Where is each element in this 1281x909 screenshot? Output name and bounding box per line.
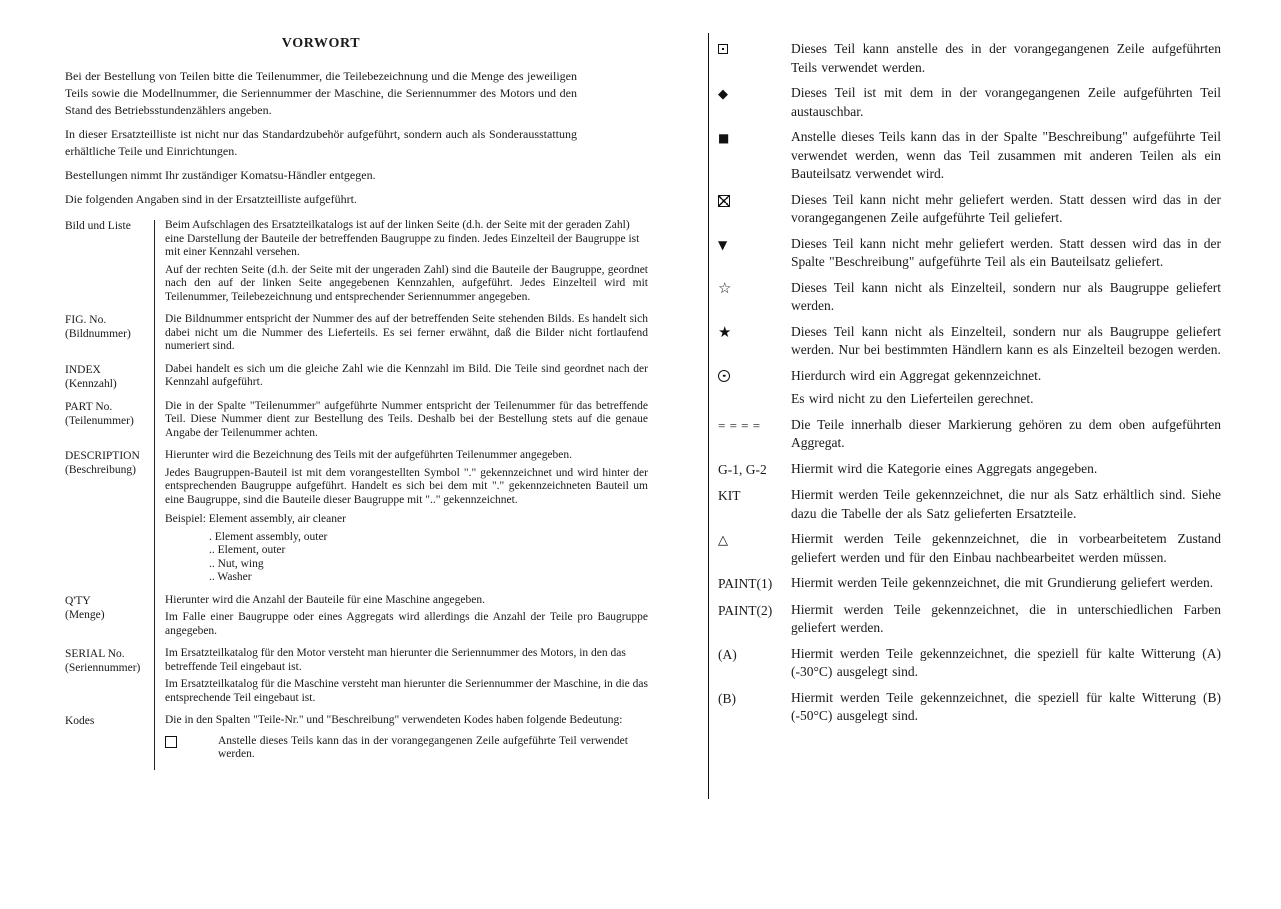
filled-star-icon: ★ xyxy=(718,322,732,341)
intro-section xyxy=(65,68,650,208)
glossary-definition: Im Ersatzteilkatalog für den Motor versteht man hierunter die Seriennummer des Motors, in den das betreffende Teil eingebaut ist. Im Ersatzteilkatalog für die Maschine versteht man hierunter die Seriennummer der Maschine, in die das entsprechende Teil eingebaut ist. xyxy=(165,647,648,704)
legend-entry xyxy=(709,367,1222,409)
glossary-term: INDEX (Kennzahl) xyxy=(65,363,117,390)
legend-text: Hiermit werden Teile gekennzeichnet, die speziell für kalte Witterung (B) (-50°C) ausgelegt sind. xyxy=(791,689,1221,723)
page-title: VORWORT xyxy=(281,36,361,51)
glossary-term: SERIAL No. (Seriennummer) xyxy=(65,648,141,674)
boxed-x-icon xyxy=(718,195,730,207)
legend-entry xyxy=(709,279,1222,316)
legend-entry xyxy=(709,645,1222,682)
legend-code-label: PAINT(1) xyxy=(718,576,773,591)
legend-entry xyxy=(709,40,1222,77)
glossary-row xyxy=(65,714,648,771)
legend-symbol xyxy=(709,40,791,77)
code-text: Anstelle dieses Teils kann das in der vorangegangenen Zeile aufgeführte Teil verwendet werden. xyxy=(218,734,628,760)
left-column xyxy=(65,36,650,771)
legend-entry xyxy=(709,191,1222,228)
legend-symbol xyxy=(709,235,791,272)
example-item: .. Washer xyxy=(209,571,252,583)
legend-symbol xyxy=(709,128,791,184)
legend-code-label: (B) xyxy=(718,690,736,706)
glossary-row xyxy=(65,219,648,313)
intro-paragraph: In dieser Ersatzteilliste ist nicht nur das Standardzubehör aufgeführt, sondern auch als Sonderausstattung erhältliche Teile und Einrichtungen. xyxy=(65,127,577,158)
glossary-definition: Die Bildnummer entspricht der Nummer des auf der betreffenden Seite stehenden Bilds. Es handelt sich dabei nicht um die Nummer des Lieferteils. Es sei ferner erwähnt, daß die Bilder nicht fortlaufend numeriert sind. xyxy=(165,313,648,352)
legend-symbol xyxy=(709,84,791,121)
glossary-row xyxy=(65,449,648,594)
legend-entry xyxy=(709,601,1222,638)
example-lead: Beispiel: Element assembly, air cleaner xyxy=(165,513,346,525)
legend-text: Dieses Teil kann nicht mehr geliefert werden. Statt dessen wird das in der Spalte "Beschreibung" aufgeführte Teil als ein Bauteilsatz geliefert. xyxy=(791,235,1221,269)
glossary-row xyxy=(65,647,648,714)
glossary-definition: Dabei handelt es sich um die gleiche Zahl wie die Kennzahl im Bild. Die Teile sind geordnet nach der Kennzahl aufgeführt. xyxy=(165,362,648,388)
legend-entry xyxy=(709,574,1222,594)
glossary-row xyxy=(65,400,648,450)
legend-code-label: KIT xyxy=(718,488,741,503)
glossary-definition: Beim Aufschlagen des Ersatzteilkatalogs ist auf der linken Seite (d.h. der Seite mit der geraden Zahl) eine Darstellung der Bauteile der betreffenden Baugruppe zu finden. Jedes Einzelteil der Baugruppe ist mit einer Kennzahl versehen. Auf der rechten Seite (d.h. der Seite mit der ungeraden Zahl) sind die Bauteile der Baugruppe, geordnet nach den auf der linken Seite angegebenen Kennzahlen, aufgeführt. Jedes Einzelteil wird mit Teilenummer, Teilebezeichnung und entsprechender Seriennummer angegeben. xyxy=(165,219,648,303)
legend-text: Die Teile innerhalb dieser Markierung gehören zu dem oben aufgeführten Aggregat. xyxy=(791,416,1221,450)
filled-diamond-icon: ◆ xyxy=(718,87,728,102)
intro-paragraph: Die folgenden Angaben sind in der Ersatzteilliste aufgeführt. xyxy=(65,192,357,206)
legend-text: Hiermit wird die Kategorie eines Aggregats angegeben. xyxy=(791,460,1098,476)
intro-paragraph: Bei der Bestellung von Teilen bitte die Teilenummer, die Teilebezeichnung und die Menge des jeweiligen Teils sowie die Modellnummer, die Seriennummer der Maschine, die Seriennummer des Motors und den Stand des Betriebsstundenzählers angeben. xyxy=(65,69,577,117)
glossary-term: FIG. No. (Bildnummer) xyxy=(65,314,131,340)
glossary-term: DESCRIPTION (Beschreibung) xyxy=(65,450,140,476)
glossary-term: Bild und Liste xyxy=(65,220,131,232)
circled-dot-icon xyxy=(718,370,730,382)
legend-entry xyxy=(709,84,1222,121)
legend-text: Hiermit werden Teile gekennzeichnet, die mit Grundierung geliefert werden. xyxy=(791,575,1214,590)
example-item: .. Element, outer xyxy=(209,544,286,556)
open-triangle-icon: △ xyxy=(718,533,728,548)
open-square-icon xyxy=(165,736,177,748)
legend-entry xyxy=(709,128,1222,184)
legend-entry xyxy=(709,235,1222,272)
legend-entry xyxy=(709,460,1222,480)
glossary-term: Kodes xyxy=(65,715,95,727)
code-definition xyxy=(165,735,648,762)
glossary-definition: Hierunter wird die Anzahl der Bauteile für eine Maschine angegeben. Im Falle einer Baugruppe oder eines Aggregats wird allerdings die Anzahl der Teile pro Baugruppe angegeben. xyxy=(165,593,648,637)
glossary-row xyxy=(65,363,648,400)
glossary-row xyxy=(65,594,648,648)
legend-entry xyxy=(709,416,1222,453)
legend-text: Hiermit werden Teile gekennzeichnet, die in unterschiedlichen Farben geliefert werden. xyxy=(791,601,1221,635)
legend-code-label: G-1, G-2 xyxy=(718,461,767,477)
filled-down-triangle-icon: ▼ xyxy=(718,237,728,252)
glossary-term: Q'TY (Menge) xyxy=(65,594,105,621)
legend-code-label: (A) xyxy=(718,646,737,662)
legend-entry xyxy=(709,530,1222,567)
legend-text: Dieses Teil kann anstelle des in der vorangegangenen Zeile aufgeführten Teils verwendet werden. xyxy=(791,41,1221,75)
glossary-definition: Die in den Spalten "Teile-Nr." und "Beschreibung" verwendeten Kodes haben folgende Bedeutung: Anstelle dieses Teils kann das in der vorangegangenen Zeile aufgeführte Teil verwendet werden. xyxy=(154,714,648,762)
intro-paragraph: Bestellungen nimmt Ihr zuständiger Komatsu-Händler entgegen. xyxy=(65,168,376,182)
equals-marks-icon: = = = = xyxy=(718,417,761,433)
legend-text: Dieses Teil ist mit dem in der vorangegangenen Zeile aufgeführten Teil austauschbar. xyxy=(791,85,1221,119)
glossary-definition: Hierunter wird die Bezeichnung des Teils mit der aufgeführten Teilenummer angegeben. Jedes Baugruppen-Bauteil ist mit dem vorangestellten Symbol "." gekennzeichnet und wird hinter der entsprechenden Baugruppe aufgeführt. Handelt es sich bei dem mit "." gekennzeichneten Bauteil um eine Baugruppe, sind die Bauteile dieser Baugruppe mit ".." gekennzeichnet. Beispiel: Element assembly, air cleaner . Element assembly, outer .. Element, outer .. Nut, wing .. Washer xyxy=(165,449,648,583)
legend-text: Hierdurch wird ein Aggregat gekennzeichnet. Es wird nicht zu den Lieferteilen gerechnet. xyxy=(791,367,1042,406)
glossary-table xyxy=(65,219,648,771)
right-column xyxy=(708,33,1222,799)
legend-text: Dieses Teil kann nicht als Einzelteil, sondern nur als Baugruppe geliefert werden. Nur bei bestimmten Händlern kann es als Einzelteil bezogen werden. xyxy=(791,323,1221,357)
legend-entry xyxy=(709,323,1222,360)
example-list xyxy=(165,531,648,585)
square-with-dot-icon xyxy=(718,44,728,54)
legend-symbol xyxy=(709,191,791,228)
legend-text: Dieses Teil kann nicht mehr geliefert werden. Statt dessen wird das in der vorangegangenen Zeile aufgeführte Teil geliefert. xyxy=(791,191,1221,225)
legend-text: Hiermit werden Teile gekennzeichnet, die nur als Satz erhältlich sind. Siehe dazu die Tabelle der als Satz gelieferten Ersatzteile. xyxy=(791,487,1221,521)
glossary-term: PART No. (Teilenummer) xyxy=(65,400,134,427)
filled-square-icon: ■ xyxy=(718,131,730,145)
legend-symbol xyxy=(709,323,791,360)
glossary-definition: Die in der Spalte "Teilenummer" aufgeführte Nummer entspricht der Teilenummer für das betreffende Teil. Diese Nummer dient zur Bestellung des Teils. Deshalb bei der Bestellung stets auf die genaue Angabe der Teilenummer achten. xyxy=(165,399,648,439)
open-star-icon: ☆ xyxy=(718,278,732,297)
legend-symbol xyxy=(709,530,791,567)
legend-text: Hiermit werden Teile gekennzeichnet, die speziell für kalte Witterung (A) (-30°C) ausgelegt sind. xyxy=(791,645,1221,679)
legend-entry xyxy=(709,486,1222,523)
legend-text: Hiermit werden Teile gekennzeichnet, die in vorbearbeitetem Zustand geliefert werden und für den Einbau nachbearbeitet werden müssen. xyxy=(791,531,1221,565)
legend-text: Anstelle dieses Teils kann das in der Spalte "Beschreibung" aufgeführte Teil verwendet werden, wenn das Teil zusammen mit anderen Teilen als ein Bauteilsatz verwendet wird. xyxy=(791,129,1221,181)
example-item: .. Nut, wing xyxy=(209,557,264,570)
example-item: . Element assembly, outer xyxy=(209,530,328,543)
glossary-row xyxy=(65,313,648,363)
legend-code-label: PAINT(2) xyxy=(718,602,773,618)
legend-entry xyxy=(709,689,1222,726)
legend-text: Dieses Teil kann nicht als Einzelteil, sondern nur als Baugruppe geliefert werden. xyxy=(791,279,1221,313)
legend-symbol xyxy=(709,416,791,453)
legend-symbol xyxy=(709,367,791,409)
legend-symbol xyxy=(709,279,791,316)
